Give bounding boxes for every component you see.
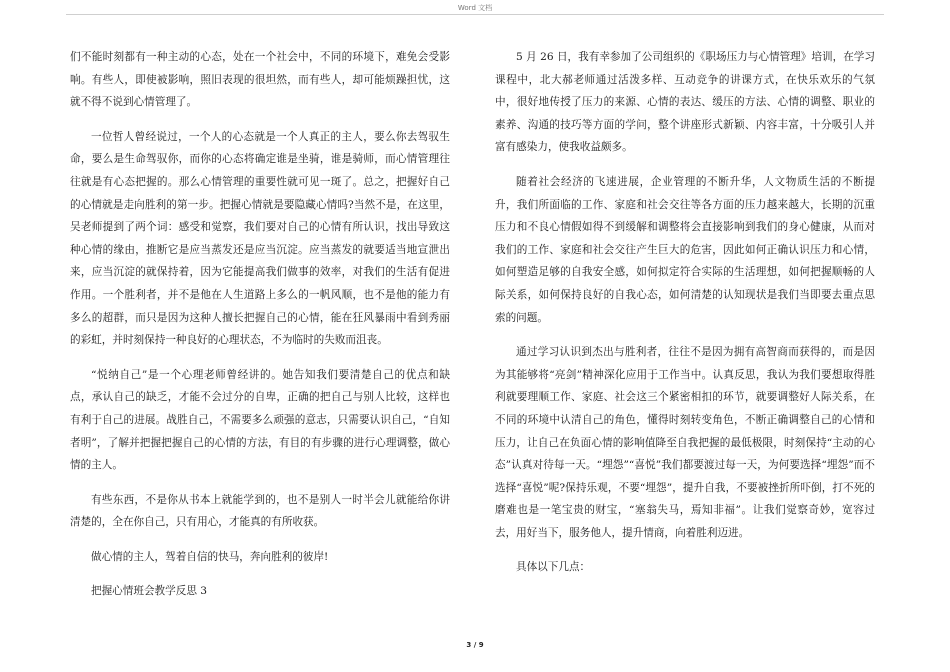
- right-column: [495, 46, 875, 591]
- page-number: 3 / 9: [466, 641, 484, 649]
- page-header: [0, 0, 950, 20]
- left-paragraph-2: 一位哲人曾经说过，一个人的心态就是一个人真正的主人，要么你去驾驭生命，要么是生命驾驭你，而你的心态将确定谁是坐骑，谁是骑师，而心情管理往往就是有心态把握的。那么心情管理的重要性就可见一斑了。总之，把握好自己的心情就是走向胜利的第一步。把握心情就是要隐藏心情吗?当然不是，在这里，吴老师提到了两个词：感受和觉察，我们要对自己的心情有所认识，找出导致这种心情的缘由，推断它是应当蒸发还是应当沉淀。应当蒸发的就要适当地宣泄出来，应当沉淀的就保持着，因为它能提高我们做事的效率，对我们的生活有促进作用。一个胜利者，并不是他在人生道路上多么的一帆风顺，也不是他的能力有多么的超群，而只是因为这种人擅长把握自己的心情，能在狂风暴雨中看到秀丽的彩虹，并时刻保持一种良好的心理状态，不为临时的失败而沮丧。: [70, 130, 450, 347]
- right-paragraph-2: 随着社会经济的飞速进展，企业管理的不断升华，人文物质生活的不断提升，我们所面临的工作、家庭和社会交往等各方面的压力越来越大，长期的沉重压力和不良心情假如得不到缓解和调整将会直接影响到我们的身心健康，从而对我们的工作、家庭和社会交往产生巨大的危害，因此如何正确认识压力和心情，如何塑造足够的自我安全感，如何拟定符合实际的生活理想，如何把握顺畅的人际关系，如何保持良好的自我心态，如何清楚的认知现状是我们当即要去重点思索的问题。: [495, 175, 875, 324]
- left-paragraph-3: “悦纳自己”是一个心理老师曾经讲的。她告知我们要清楚自己的优点和缺点，承认自己的缺乏，才能不会过分的自卑，正确的把自己与别人比较，这样也有利于自己的进展。战胜自己，不需要多么顽强的意志，只需要认识自己，“自知者明”，了解并把握把握自己的心情的方法，有目的有步骤的进行心理调整，做心情的主人。: [70, 368, 450, 472]
- left-paragraph-5: 做心情的主人，驾着自信的快马，奔向胜利的彼岸!: [91, 550, 329, 563]
- left-paragraph-1: 们不能时刻都有一种主动的心态，处在一个社会中，不同的环境下，难免会受影响。有些人，即使被影响，照旧表现的很坦然，而有些人，却可能烦躁担忧，这就不得不说到心情管理了。: [70, 51, 450, 109]
- right-paragraph-3: 通过学习认识到杰出与胜利者，往往不是因为拥有高智商而获得的，而是因为其能够将“亮剑”精神深化应用于工作当中。认真反思，我认为我们要想取得胜利就要理顺工作、家庭、社会这三个紧密相扣的环节，就要调整好人际关系，在不同的环境中认清自己的角色，懂得时刻转变角色，不断正确调整自己的心情和压力，让自己在负面心情的影响值降至自我把握的最低极限，时刻保持“主动的心态”认真对待每一天。“埋怨”“喜悦”我们都要渡过每一天，为何要选择“埋怨”而不选择“喜悦”呢?保持乐观，不要“埋怨”，提升自我，不要被挫折所吓倒，打不死的磨难也是一笔宝贵的财宝，“塞翁失马，焉知非福”。让我们觉察奇妙，宽容过去，用好当下，服务他人，提升情商，向着胜利迈进。: [495, 346, 875, 539]
- left-section-title: 把握心情班会教学反思 3: [91, 585, 208, 598]
- right-paragraph-4: 具体以下几点：: [516, 561, 591, 574]
- header-label: Word 文档: [457, 4, 493, 12]
- left-column: [70, 46, 450, 615]
- header-rule: [66, 14, 884, 15]
- left-paragraph-4: 有些东西，不是你从书本上就能学到的，也不是别人一时半会儿就能给你讲清楚的，全在你自己，只有用心，才能真的有所收获。: [70, 493, 450, 529]
- right-paragraph-1: 5 月 26 日，我有幸参加了公司组织的《职场压力与心情管理》培训，在学习课程中，北大郝老师通过活泼多样、互动竞争的讲课方式，在快乐欢乐的气氛中，很好地传授了压力的来源、心情的表达、缓压的方法、心情的调整、职业的素养、沟通的技巧等方面的学问，整个讲座形式新颖、内容丰富，十分吸引人并富有感染力，使我收益颇多。: [495, 51, 875, 154]
